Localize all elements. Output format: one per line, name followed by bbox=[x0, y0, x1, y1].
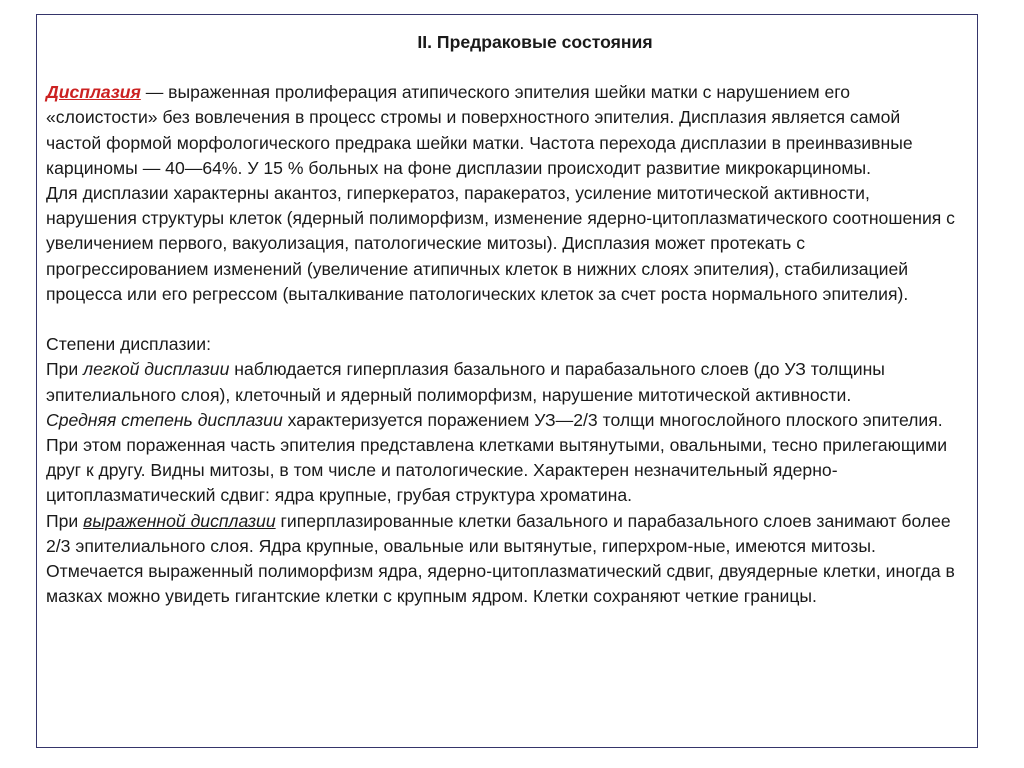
degrees-heading: Степени дисплазии: bbox=[46, 334, 211, 355]
severe-dysplasia-text: гиперплазированные клетки базального и парабазального слоев занимают более 2/3 эпителиального слоя. Ядра крупные, овальные или вытянутые, гиперхром-ные, имеются митозы. Отмечается выраженный полиморфизм ядра, ядерно-цитоплазматический сдвиг, двуядерные клетки, иногда в мазках можно увидеть гигантские клетки с крупным ядром. Клетки сохраняют четкие границы. bbox=[46, 510, 955, 607]
dysplasia-characteristics: Для дисплазии характерны акантоз, гиперкератоз, паракератоз, усиление митотической активности, нарушения структуры клеток (ядерный полиморфизм, изменение ядерно-цитоплазматического соотношения с увеличением первого, вакуолизация, патологические митозы). Дисплазия может протекать с прогрессированием изменений (увеличение атипичных клеток в нижних слоях эпителия), стабилизацией процесса или его регрессом (выталкивание патологических клеток за счет роста нормального эпителия). bbox=[46, 183, 955, 304]
mild-prefix: При bbox=[46, 359, 84, 380]
dysplasia-definition bbox=[46, 80, 958, 181]
moderate-dysplasia-term: Средняя степень дисплазии bbox=[46, 409, 283, 430]
mild-dysplasia-text: наблюдается гиперплазия базального и парабазального слоев (до УЗ толщины эпителиального слоя), клеточный и ядерный полиморфизм, нарушение митотической активности. bbox=[46, 359, 885, 405]
dysplasia-term: Дисплазия bbox=[46, 82, 141, 103]
severe-dysplasia-paragraph bbox=[46, 509, 958, 610]
severe-dysplasia-term: выраженной дисплазии bbox=[83, 510, 276, 531]
moderate-dysplasia-text: характеризуется поражением УЗ—2/3 толщи многослойного плоского эпителия. При этом пораженная часть эпителия представлена клетками вытянутыми, овальными, тесно прилегающими друг к другу. Видны митозы, в том числе и патологические. Характерен незначительный ядерно-цитоплазматический сдвиг: ядра крупные, грубая структура хроматина. bbox=[46, 409, 948, 506]
dysplasia-definition-text: — выраженная пролиферация атипического эпителия шейки матки с нарушением его «слоистости» без вовлечения в процесс стромы и поверхностного эпителия. Дисплазия является самой частой формой морфологического предрака шейки матки. Частота перехода дисплазии в преинвазивные карциномы — 40—64%. У 15 % больных на фоне дисплазии происходит развитие микрокарциномы. bbox=[46, 82, 913, 178]
mild-dysplasia-term: легкой дисплазии bbox=[83, 359, 230, 380]
spacer bbox=[46, 55, 958, 80]
slide-content bbox=[46, 30, 958, 609]
severe-prefix: При bbox=[46, 510, 84, 531]
spacer bbox=[46, 307, 958, 332]
mild-dysplasia-paragraph bbox=[46, 357, 958, 407]
slide-title: II. Предраковые состояния bbox=[417, 32, 653, 52]
moderate-dysplasia-paragraph bbox=[46, 408, 958, 509]
